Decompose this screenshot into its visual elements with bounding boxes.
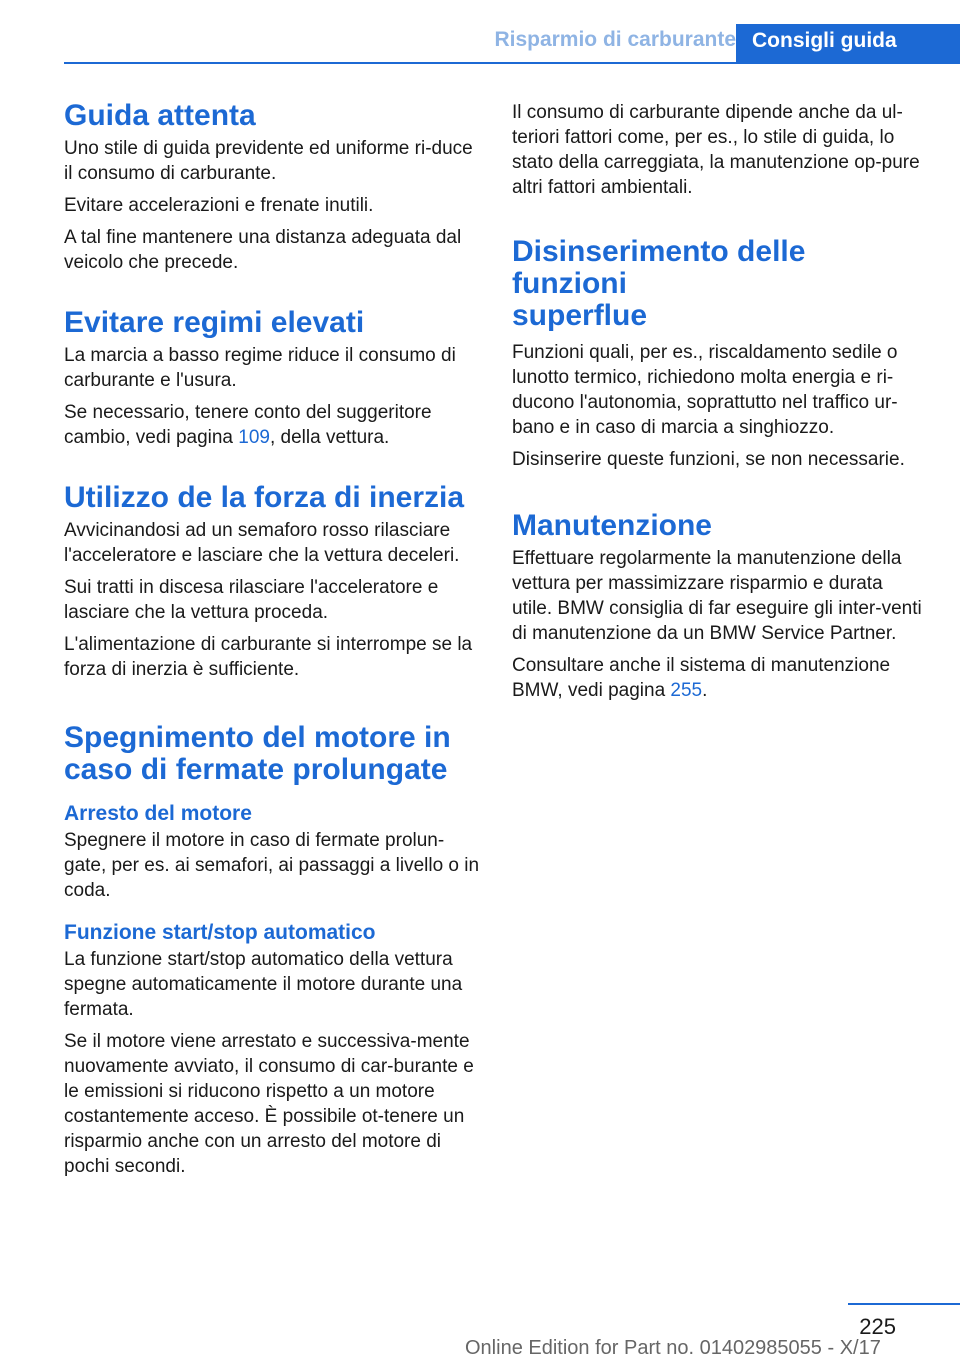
header-section-title: Risparmio di carburante: [494, 28, 736, 51]
heading-guida-attenta: Guida attenta: [64, 99, 256, 132]
paragraph: Evitare accelerazioni e frenate inutili.: [64, 195, 374, 216]
section-regimi: [64, 307, 480, 450]
section-spegnimento: [64, 722, 480, 1179]
paragraph: La marcia a basso regime riduce il consumo di carburante e l'usura.: [64, 345, 456, 391]
paragraph-intro: Il consumo di carburante dipende anche da ul-teriori fattori come, per es., lo stile di guida, lo stato della carreggiata, la manutenzione op-pure altri fattori ambientali.: [512, 102, 920, 198]
paragraph: [512, 653, 928, 703]
section-manutenzione: [512, 510, 928, 703]
paragraph-text: , della vettura.: [269, 427, 390, 448]
paragraph-text: Consultare anche il sistema di manutenzione BMW, vedi pagina: [512, 655, 891, 701]
subheading-startstop: Funzione start/stop automatico: [64, 921, 376, 944]
heading-spegnimento: [64, 722, 480, 786]
heading-line: superflue: [512, 299, 648, 332]
right-column: [512, 100, 928, 710]
paragraph: Se il motore viene arrestato e successiva-mente nuovamente avviato, il consumo di car-burante e le emissioni si riducono rispetto a un motore costantemente acceso. È possibile ot-tenere un risparmio anche con un arresto del motore di pochi secondi.: [64, 1031, 474, 1177]
paragraph: A tal fine mantenere una distanza adeguata dal veicolo che precede.: [64, 227, 462, 273]
subheading-arresto: Arresto del motore: [64, 802, 252, 825]
section-guida-attenta: [64, 100, 480, 275]
page-link-255[interactable]: 255: [670, 680, 703, 701]
paragraph: Avvicinandosi ad un semaforo rosso rilasciare l'acceleratore e lasciare che la vettura deceleri.: [64, 520, 460, 566]
heading-disinserimento: [512, 236, 928, 332]
paragraph: Funzioni quali, per es., riscaldamento sedile o lunotto termico, richiedono molta energia e ri-ducono l'autonomia, soprattutto nel traffico ur-bano e in caso di marcia a singhiozzo.: [512, 342, 898, 438]
heading-regimi: Evitare regimi elevati: [64, 306, 365, 339]
paragraph-text: .: [702, 680, 708, 701]
paragraph: [64, 400, 480, 450]
heading-line: Disinserimento delle funzioni: [512, 235, 806, 300]
page-number: 225: [859, 1314, 896, 1339]
heading-line: Spegnimento del motore in: [64, 721, 451, 754]
page-header: [64, 24, 960, 64]
header-chapter-tab: Consigli guida: [736, 24, 960, 62]
paragraph: Sui tratti in discesa rilasciare l'acceleratore e lasciare che la vettura proceda.: [64, 577, 439, 623]
section-inerzia: [64, 482, 480, 682]
footer-rule: [848, 1303, 960, 1305]
paragraph: Effettuare regolarmente la manutenzione della vettura per massimizzare risparmio e durata utile. BMW consiglia di far eseguire gli inter-venti di manutenzione da un BMW Service Partner.: [512, 548, 922, 644]
paragraph-text: Se necessario, tenere conto del suggeritore cambio, vedi pagina: [64, 402, 432, 448]
paragraph: La funzione start/stop automatico della vettura spegne automaticamente il motore durante una fermata.: [64, 949, 463, 1020]
page-link-109[interactable]: 109: [238, 427, 270, 448]
paragraph: Uno stile di guida previdente ed uniforme ri-duce il consumo di carburante.: [64, 138, 473, 184]
heading-line: caso di fermate prolungate: [64, 753, 448, 786]
heading-inerzia: Utilizzo de la forza di inerzia: [64, 481, 465, 514]
paragraph: Spegnere il motore in caso di fermate prolun-gate, per es. ai semafori, ai passaggi a livello o in coda.: [64, 830, 480, 901]
left-column: [64, 100, 480, 1186]
heading-manutenzione: Manutenzione: [512, 509, 712, 542]
section-disinserimento: [512, 236, 928, 472]
paragraph: Disinserire queste funzioni, se non necessarie.: [512, 449, 905, 470]
paragraph: L'alimentazione di carburante si interrompe se la forza di inerzia è sufficiente.: [64, 634, 473, 680]
footer-edition-text: Online Edition for Part no. 01402985055 - X/17: [465, 1337, 881, 1359]
